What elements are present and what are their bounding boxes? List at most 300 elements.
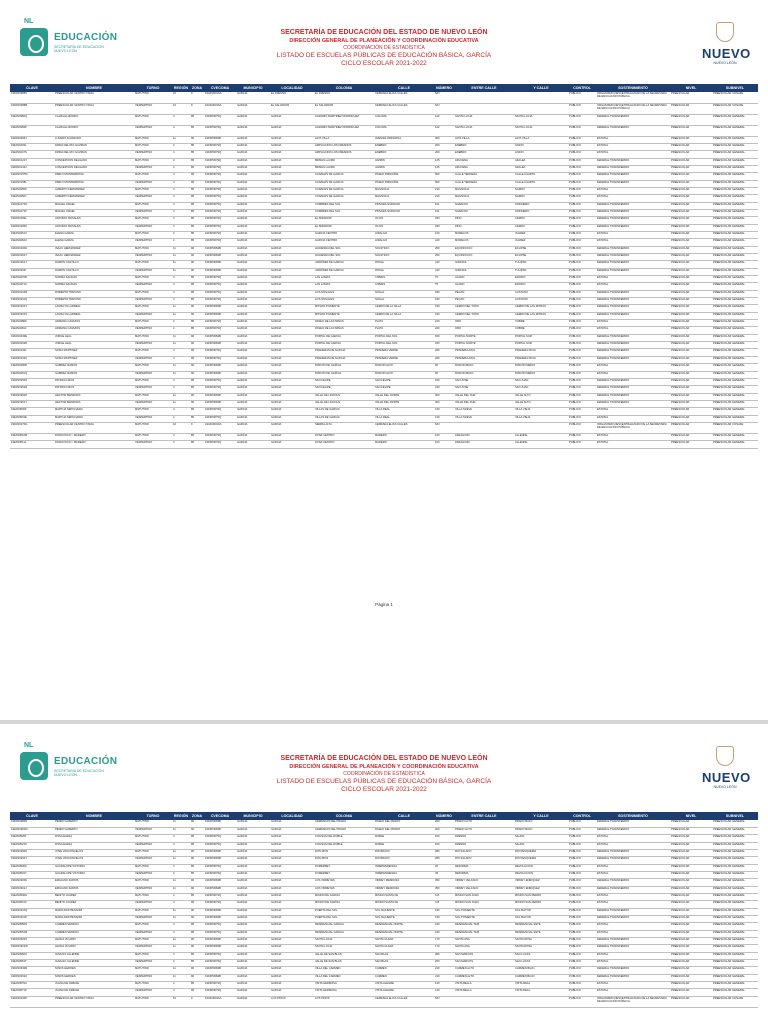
table-cell: MATUTINO: [134, 320, 172, 327]
table-cell: 4: [172, 276, 190, 283]
table-cell: PÚBLICO: [568, 879, 596, 886]
table-cell: RAMÓN CASTILLO: [54, 268, 134, 275]
table-cell: PRIVADA NARANJO: [374, 209, 434, 216]
column-header: Y CALLE: [514, 84, 568, 92]
table-cell: PREESCOLAR GENERAL: [712, 827, 758, 834]
table-cell: PREESCOLAR GENERAL: [712, 165, 758, 172]
table-cell: 160: [434, 842, 454, 849]
table-cell: MATUTINO: [134, 364, 172, 371]
table-cell: CERRADA ELÍAS CALLES: [374, 92, 434, 103]
table-cell: PREESCOLAR GENERAL: [712, 320, 758, 327]
table-cell: 19FZP0084B: [204, 827, 236, 834]
table-cell: S/N: [434, 422, 454, 433]
table-cell: VIRREY VELASCO: [454, 879, 514, 886]
table-cell: GARCÍA: [270, 312, 314, 319]
table-cell: PÚBLICO: [568, 915, 596, 922]
table-row: [10, 945, 758, 952]
table-cell: 85: [190, 835, 204, 842]
table-cell: ESTATAL: [596, 415, 670, 422]
table-cell: 85: [190, 180, 204, 187]
table-cell: PREESCOLAR GENERAL: [712, 908, 758, 915]
table-cell: CARMEN ALTO: [454, 974, 514, 981]
table-cell: VISTA BELLA: [454, 982, 514, 989]
table-cell: MISIÓN SAN JUAN: [454, 901, 514, 908]
table-cell: PÚBLICO: [568, 165, 596, 172]
table-cell: PREESCOLAR: [670, 996, 712, 1007]
table-cell: PREESCOLAR GENERAL: [712, 415, 758, 422]
table-cell: MATUTINO: [134, 276, 172, 283]
table-cell: GARCÍA: [270, 349, 314, 356]
table-cell: FEDERAL TRANSFERIDO: [596, 378, 670, 385]
table-cell: 19DJN0270G: [10, 422, 54, 433]
table-cell: VESPERTINO: [134, 151, 172, 158]
table-cell: JUÁREZ: [514, 231, 568, 238]
table-cell: FEDERAL TRANSFERIDO: [596, 173, 670, 180]
table-cell: 19DJN0171F: [10, 209, 54, 216]
table-cell: TULIPÁN: [514, 261, 568, 268]
table-cell: 19DJN0182L: [10, 217, 54, 224]
table-cell: PLATA: [374, 320, 434, 327]
table-cell: PÚBLICO: [568, 364, 596, 371]
table-cell: PÚBLICO: [568, 982, 596, 989]
table-cell: PREESCOLAR: [670, 879, 712, 886]
table-cell: REFORMA: [454, 864, 514, 871]
table-cell: VIRREY ENRÍQUEZ: [514, 879, 568, 886]
table-cell: PÚBLICO: [568, 989, 596, 996]
table-cell: PASEO PRINCIPAL: [374, 180, 434, 187]
table-cell: CERRADAS DEL PRADO: [314, 820, 374, 827]
table-cell: GARCÍA: [270, 180, 314, 187]
table-cell: PREESCOLAR: [670, 92, 712, 103]
table-cell: GARCÍA: [236, 908, 270, 915]
table-cell: 19FZP0079Q: [204, 356, 236, 363]
table-cell: HACIENDA DEL SOL: [314, 246, 374, 253]
table-cell: ALTA VILLA: [514, 136, 568, 143]
table-cell: VESPERTINO: [134, 239, 172, 246]
table-cell: SAUCE: [514, 835, 568, 842]
table-cell: PREESCOLAR: [670, 915, 712, 922]
table-cell: FEDERAL TRANSFERIDO: [596, 386, 670, 393]
table-cell: FEDERAL TRANSFERIDO: [596, 356, 670, 363]
column-header: ENTRE CALLE: [454, 84, 514, 92]
table-cell: FRESNO: [454, 835, 514, 842]
table-row: [10, 441, 758, 448]
table-cell: NOGAL: [374, 290, 434, 297]
table-cell: PREESCOLAR GENERAL: [712, 835, 758, 842]
table-cell: PREESCOLAR GENERAL: [712, 400, 758, 407]
table-row: [10, 254, 758, 261]
table-cell: PREESCOLAR GENERAL: [712, 945, 758, 952]
table-cell: 4: [172, 356, 190, 363]
table-cell: PREESCOLAR GENERAL: [712, 173, 758, 180]
table-cell: 90: [190, 879, 204, 886]
table-cell: 19FZP0079Q: [204, 408, 236, 415]
table-cell: FEDERAL TRANSFERIDO: [596, 938, 670, 945]
table-cell: 90: [434, 364, 454, 371]
table-cell: 19FZP0084B: [204, 879, 236, 886]
table-cell: PREESCOLAR: [670, 952, 712, 959]
table-cell: COLINAS DEL ROBLE: [314, 842, 374, 849]
education-badge-icon: [20, 28, 48, 56]
table-cell: 90: [190, 254, 204, 261]
table-cell: FOMERREY: [314, 864, 374, 871]
column-header: NÚMERO: [434, 812, 454, 820]
table-cell: VISTA ALEGRE: [374, 982, 434, 989]
table-cell: 4: [172, 290, 190, 297]
column-header: CALLE: [374, 812, 434, 820]
table-cell: SANTA LUCÍA: [514, 114, 568, 125]
table-cell: GARCÍA: [236, 393, 270, 400]
table-cell: 75: [434, 283, 454, 290]
table-cell: GARCÍA: [270, 415, 314, 422]
table-cell: GARCÍA: [270, 283, 314, 290]
table-cell: ALLENDE: [514, 433, 568, 440]
table-cell: PREESCOLAR GENERAL: [712, 820, 758, 827]
table-cell: 19EJN0570A: [10, 982, 54, 989]
table-cell: 145: [434, 165, 454, 172]
table-cell: VILLAS DE GARCÍA: [314, 408, 374, 415]
table-row: [10, 901, 758, 908]
table-cell: 19DJN0311P: [10, 915, 54, 922]
table-cell: COBRE: [514, 327, 568, 334]
table-cell: MAGNOLIA: [374, 195, 434, 202]
table-cell: VALLE ALTO: [514, 400, 568, 407]
table-cell: 4: [172, 202, 190, 209]
table-cell: VALLE DE LINCOLN: [314, 393, 374, 400]
table-cell: ESTATAL: [596, 952, 670, 959]
table-cell: 4: [172, 283, 190, 290]
table-cell: ESTATAL: [596, 871, 670, 878]
table-cell: GARCÍA: [236, 967, 270, 974]
table-cell: VIRREY VELASCO: [454, 886, 514, 893]
table-cell: GARCÍA: [236, 371, 270, 378]
table-cell: PREESCOLAR CONAFE: [712, 92, 758, 103]
table-cell: [454, 103, 514, 114]
table-cell: SANTA CLARA: [374, 938, 434, 945]
column-header: NOMBRE: [54, 812, 134, 820]
table-cell: VISTA HERMOSA: [314, 989, 374, 996]
table-cell: 90: [190, 364, 204, 371]
table-cell: RAMÓN CASTILLO: [54, 261, 134, 268]
table-cell: 130: [434, 408, 454, 415]
table-cell: PREESCOLAR GENERAL: [712, 268, 758, 275]
table-cell: PREESCOLAR: [670, 960, 712, 967]
table-cell: 11: [172, 312, 190, 319]
header-listado: LISTADO DE ESCUELAS PÚBLICAS DE EDUCACIÓN BÁSICA, GARCÍA: [276, 52, 492, 59]
table-cell: 4: [172, 386, 190, 393]
table-cell: GARCÍA: [270, 290, 314, 297]
table-row: [10, 283, 758, 290]
table-cell: LOS NOGALES: [314, 298, 374, 305]
table-cell: ORGANISMO DESCENTRALIZADO DE LA SECRETARÍA DE EDUCACIÓN PÚBLICA: [596, 996, 670, 1007]
table-row: [10, 364, 758, 371]
table-cell: 9: [190, 103, 204, 114]
table-cell: 45: [434, 871, 454, 878]
table-cell: 4: [172, 864, 190, 871]
table-cell: 180: [434, 290, 454, 297]
table-cell: 90: [190, 908, 204, 915]
table-cell: PASEO DE LAS MINAS: [314, 327, 374, 334]
document-page-2: [0, 724, 768, 1024]
table-row: [10, 305, 758, 312]
table-cell: 200: [434, 827, 454, 834]
table-cell: GARCÍA: [236, 261, 270, 268]
table-cell: GARCÍA: [270, 879, 314, 886]
table-cell: MATUTINO: [134, 849, 172, 856]
table-cell: VESPERTINO: [134, 930, 172, 937]
table-cell: 90: [190, 938, 204, 945]
table-row: [10, 268, 758, 275]
table-cell: 19EJN0521S: [10, 842, 54, 849]
table-cell: PREESCOLAR GENERAL: [712, 231, 758, 238]
table-cell: COBRE: [514, 320, 568, 327]
table-cell: PÚBLICO: [568, 261, 596, 268]
table-cell: 19FZP0084B: [204, 268, 236, 275]
table-cell: PREESCOLAR: [670, 886, 712, 893]
table-cell: 19EJN0471C: [10, 283, 54, 290]
table-cell: EMILIANO ZAPATA: [54, 886, 134, 893]
table-cell: 200: [434, 820, 454, 827]
table-cell: VILLA VIEJA: [514, 415, 568, 422]
table-cell: PATRICIA RÍOS: [54, 378, 134, 385]
table-cell: 330: [434, 217, 454, 224]
table-cell: PREESCOLAR: [670, 908, 712, 915]
table-cell: 19DJN0202I: [10, 268, 54, 275]
table-cell: PREESCOLAR GENERAL: [712, 202, 758, 209]
table-cell: 19EJN0382Q: [10, 114, 54, 125]
table-cell: MIGUEL ÁNGEL: [54, 209, 134, 216]
table-cell: 85: [190, 165, 204, 172]
table-cell: NORMA SALINAS: [54, 276, 134, 283]
table-cell: PREESCOLAR: [670, 441, 712, 448]
table-cell: PÚBLICO: [568, 180, 596, 187]
table-cell: 85: [190, 408, 204, 415]
table-cell: PREESCOLAR: [670, 849, 712, 856]
table-cell: GARCÍA: [236, 187, 270, 194]
table-cell: VESPERTINO: [134, 945, 172, 952]
table-cell: GARCÍA: [270, 820, 314, 827]
table-cell: SAN BLAS: [374, 960, 434, 967]
table-row: [10, 960, 758, 967]
table-cell: 19DJN0300K: [10, 879, 54, 886]
table-cell: PREESCOLAR: [670, 224, 712, 231]
table-cell: PREESCOLAR GENERAL: [712, 180, 758, 187]
table-cell: PREESCOLAR: [670, 209, 712, 216]
table-cell: 122: [434, 125, 454, 136]
table-cell: 9: [190, 92, 204, 103]
table-cell: PREESCOLAR: [670, 217, 712, 224]
table-cell: 85: [190, 349, 204, 356]
table-cell: PREESCOLAR: [670, 312, 712, 319]
table-cell: PREESCOLAR GENERAL: [712, 864, 758, 871]
table-cell: GARCÍA: [236, 386, 270, 393]
table-cell: 19FZP0079Q: [204, 901, 236, 908]
table-cell: PREESCOLAR: [670, 386, 712, 393]
table-cell: 19FZP0079Q: [204, 158, 236, 165]
table-cell: DOS RÍOS: [314, 857, 374, 864]
table-cell: COLOMA: [374, 114, 434, 125]
table-cell: GARCÍA: [270, 960, 314, 967]
table-cell: 19ADU0016A: [204, 92, 236, 103]
table-cell: PREESCOLAR: [670, 173, 712, 180]
table-cell: REVOLUCIÓN: [514, 864, 568, 871]
table-cell: ESTATAL: [596, 923, 670, 930]
table-cell: 130: [434, 415, 454, 422]
table-cell: PÚBLICO: [568, 209, 596, 216]
table-cell: PÚBLICO: [568, 408, 596, 415]
table-cell: GARCÍA: [270, 327, 314, 334]
table-cell: 100: [434, 441, 454, 448]
table-cell: DOS RÍOS: [314, 849, 374, 856]
table-cell: GARCÍA: [236, 173, 270, 180]
table-cell: 101: [434, 202, 454, 209]
table-cell: GARCÍA: [236, 195, 270, 202]
table-cell: TULIPÁN: [514, 268, 568, 275]
table-row: [10, 356, 758, 363]
table-cell: 90: [190, 261, 204, 268]
table-cell: CAÑADAS DE GARCÍA: [314, 173, 374, 180]
table-cell: ORGANISMO DESCENTRALIZADO DE LA SECRETARÍA DE EDUCACIÓN PÚBLICA: [596, 92, 670, 103]
column-header: TURNO: [134, 812, 172, 820]
table-cell: 4: [172, 143, 190, 150]
table-cell: 19EJN0531Y: [10, 871, 54, 878]
table-cell: HIDALGO: [374, 239, 434, 246]
table-cell: GARCÍA: [236, 960, 270, 967]
table-cell: GARCÍA: [270, 371, 314, 378]
table-cell: PÚBLICO: [568, 136, 596, 143]
table-cell: GARCÍA: [236, 842, 270, 849]
table-cell: VISTA BELLA: [454, 989, 514, 996]
table-cell: GARCÍA: [270, 261, 314, 268]
table-cell: ROSAL: [374, 261, 434, 268]
table-cell: PREESCOLAR: [670, 202, 712, 209]
table-cell: ESTATAL: [596, 989, 670, 996]
table-cell: VILLA REAL: [374, 415, 434, 422]
table-cell: PÚBLICO: [568, 857, 596, 864]
table-cell: 4: [172, 158, 190, 165]
table-cell: PRADO BAJO: [514, 820, 568, 827]
table-cell: COLOMA: [374, 125, 434, 136]
table-cell: NARDO: [514, 187, 568, 194]
table-cell: GARCÍA: [270, 356, 314, 363]
table-cell: MISIÓN SAN JUAN: [454, 893, 514, 900]
table-cell: 90: [190, 827, 204, 834]
table-cell: 19FZP0084B: [204, 400, 236, 407]
table-cell: CUMBRES DEL SOL: [314, 202, 374, 209]
table-cell: VISTA HERMOSA: [314, 982, 374, 989]
table-cell: 4: [172, 224, 190, 231]
table-cell: 4: [172, 930, 190, 937]
table-cell: VALLE DE SAN BLAS: [314, 952, 374, 959]
table-cell: MADERO: [374, 433, 434, 440]
table-cell: 19EJN0500F: [10, 408, 54, 415]
table-cell: 4: [172, 114, 190, 125]
table-row: [10, 849, 758, 856]
table-cell: 90: [190, 967, 204, 974]
table-cell: PÚBLICO: [568, 842, 596, 849]
table-cell: 85: [190, 893, 204, 900]
table-row: [10, 915, 758, 922]
table-cell: [514, 422, 568, 433]
table-cell: 19FZP0079Q: [204, 320, 236, 327]
table-cell: AZUCENA: [454, 165, 514, 172]
table-cell: PÚBLICO: [568, 312, 596, 319]
column-header: NOMBRE: [54, 84, 134, 92]
table-cell: MISIÓN SAN PEDRO: [514, 893, 568, 900]
table-cell: GARCÍA: [236, 356, 270, 363]
table-cell: GARCÍA: [236, 915, 270, 922]
table-cell: PREESCOLAR: [670, 982, 712, 989]
table-cell: ENCINO: [514, 276, 568, 283]
table-cell: PÚBLICO: [568, 952, 596, 959]
table-cell: ALBERTO FERNÁNDEZ: [54, 195, 134, 202]
table-cell: 85: [190, 114, 204, 125]
table-cell: JOSÉ VASCONCELOS: [54, 849, 134, 856]
table-cell: 19DJN0330D: [10, 967, 54, 974]
table-cell: 19DJN0095J: [10, 136, 54, 143]
table-cell: CUMBRES DEL SOL: [314, 209, 374, 216]
table-cell: GARCÍA: [270, 158, 314, 165]
table-cell: LIMÓN: [514, 143, 568, 150]
table-cell: 19FZP0079Q: [204, 893, 236, 900]
table-cell: 19DJN0210R: [10, 290, 54, 297]
table-row: [10, 276, 758, 283]
table-cell: 10: [172, 996, 190, 1007]
table-cell: CONCEPCIÓN DELGADO: [54, 158, 134, 165]
table-cell: CONCEPCIÓN DELGADO: [54, 165, 134, 172]
table-cell: PORTAL DEL SOL: [374, 334, 434, 341]
table-cell: AMPLIACIÓN LOS FRESNOS: [314, 143, 374, 150]
table-cell: GARCÍA: [236, 820, 270, 827]
table-cell: FEDERAL TRANSFERIDO: [596, 915, 670, 922]
table-cell: CERRO DE LA SILLA: [374, 312, 434, 319]
table-cell: GIRASOL: [454, 268, 514, 275]
table-cell: CARMEN: [374, 967, 434, 974]
table-cell: MISIÓN DE GARCÍA: [314, 901, 374, 908]
table-cell: 4: [172, 952, 190, 959]
table-cell: GARCÍA: [236, 945, 270, 952]
table-cell: PREESCOLAR GENERAL: [712, 254, 758, 261]
table-cell: 240: [434, 930, 454, 937]
table-cell: ESTATAL: [596, 187, 670, 194]
table-cell: ESTATAL: [596, 842, 670, 849]
table-cell: ESTATAL: [596, 371, 670, 378]
table-cell: GARCÍA: [270, 136, 314, 143]
table-cell: ROSA ELENA: [54, 835, 134, 842]
table-cell: CERRADA ELÍAS CALLES: [374, 996, 434, 1007]
table-cell: VESPERTINO: [134, 871, 172, 878]
table-cell: JUANA DE ASBAJE: [54, 989, 134, 996]
table-cell: GARCÍA: [270, 165, 314, 172]
table-cell: PREESCOLAR: [670, 187, 712, 194]
table-row: [10, 209, 758, 216]
table-cell: SAN JOSÉ: [454, 386, 514, 393]
table-cell: GARCÍA: [270, 276, 314, 283]
table-cell: ESTATAL: [596, 283, 670, 290]
table-cell: LAS LOMAS: [314, 283, 374, 290]
table-cell: 300: [434, 136, 454, 143]
table-cell: GARCÍA: [236, 327, 270, 334]
table-cell: PREESCOLAR: [670, 334, 712, 341]
table-cell: 19DJN0158L: [10, 180, 54, 187]
table-cell: PREESCOLAR: [670, 871, 712, 878]
table-cell: PREESCOLAR GENERAL: [712, 982, 758, 989]
table-cell: GARCÍA: [236, 209, 270, 216]
table-cell: PREESCOLAR GENERAL: [712, 879, 758, 886]
state-logo-sub: NUEVO LEÓN: [713, 785, 737, 789]
table-cell: GARCÍA: [236, 305, 270, 312]
table-cell: 85: [190, 209, 204, 216]
